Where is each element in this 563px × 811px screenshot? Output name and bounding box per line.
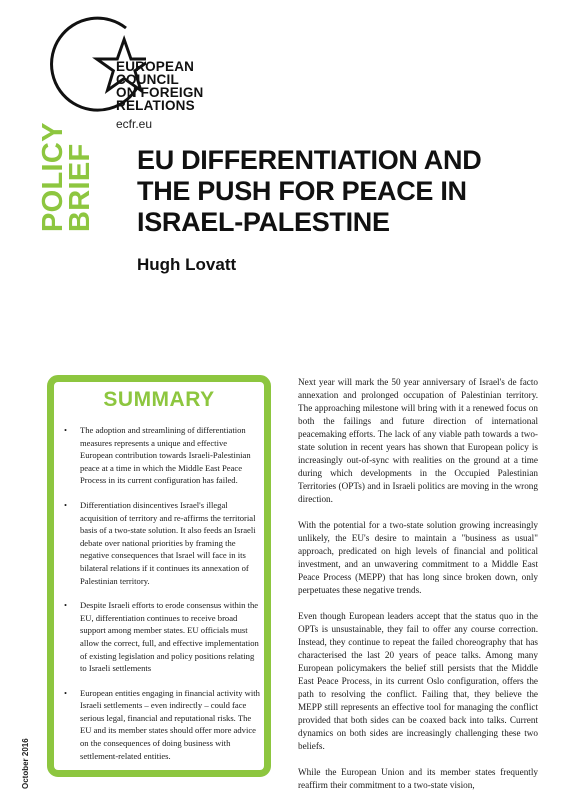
org-line: COUNCIL	[116, 72, 179, 87]
summary-list	[62, 424, 260, 774]
bullet-icon: •	[64, 687, 68, 698]
org-line: ON FOREIGN	[116, 85, 204, 100]
body-paragraph: With the potential for a two-state solution growing increasingly unlikely, the EU's desire to maintain a "business as usual" approach, predicated on high levels of financial and political investment, and an unwavering commitment to a Middle East Peace Process (MEPP) that has long since broken down, only perpetuates these negative trends.	[298, 520, 538, 595]
series-label-line: BRIEF	[64, 143, 96, 232]
org-line: RELATIONS	[116, 98, 195, 113]
summary-item	[62, 499, 260, 587]
bullet-icon: •	[64, 499, 68, 510]
bullet-icon: •	[64, 425, 68, 435]
author-name: Hugh Lovatt	[137, 255, 237, 274]
title-line: EU DIFFERENTIATION AND	[137, 145, 482, 175]
summary-item	[62, 424, 260, 487]
organization-name	[116, 60, 204, 112]
summary-item-text: The adoption and streamlining of differentiation measures represents a unique and effective European contribution towards Israeli-Palestinian peace at a time in which the Middle East Peace Process in its current configuration has failed.	[80, 425, 251, 486]
org-line: EUROPEAN	[116, 59, 195, 74]
title-line: THE PUSH FOR PEACE IN	[137, 176, 467, 206]
summary-item	[62, 687, 260, 763]
summary-box	[47, 375, 271, 777]
summary-item-text: Despite Israeli efforts to erode consensus within the EU, differentiation continues to receive broad support among member states. EU officials must allow the correct, full, and effective implementation of existing legislation and policy positions relating to Israeli settlements	[80, 600, 259, 674]
series-label	[37, 122, 96, 232]
body-column	[298, 376, 538, 805]
website-link[interactable]: ecfr.eu	[116, 117, 153, 131]
body-paragraph: Even though European leaders accept that the status quo in the OPTs is unsustainable, they fail to offer any course correction. Instead, they continue to repeat the failed choreography that has characterised the last 20 years of peace talks. Among many European policymakers the belief still persists that the Middle East Peace Process, in its current Oslo configuration, offers the path to resolving the conflict. Failing that, they believe the MEPP still represents an effective tool for managing the conflict provided that both sides can be coaxed back into talks. Current dynamics on both sides are increasingly challenging these two beliefs.	[298, 611, 538, 751]
body-paragraph: While the European Union and its member states frequently reaffirm their commitment to a two-state vision,	[298, 767, 538, 790]
body-paragraph: Next year will mark the 50 year anniversary of Israel's de facto annexation and prolonged occupation of Palestinian territory. The approaching milestone will bring with it a renewed focus on both the failings and future direction of international peacemaking efforts. The lack of any viable path towards a two-state solution in recent years has shown that European policy is increasingly out-of-sync with realities on the ground at a time during which developments in the Occupied Palestinian Territories (OPTs) and in Israeli politics are moving in the wrong direction.	[298, 377, 538, 504]
title-line: ISRAEL-PALESTINE	[137, 207, 390, 237]
summary-item	[62, 599, 260, 675]
summary-item-text: Differentiation disincentives Israel's illegal acquisition of territory and re-affirms the territorial basis of a two-state solution. It also feeds an Israeli debate over national priorities by framing the negative consequences that Israel will face in its bilateral relations if it continues its annexation of Palestinian territory.	[80, 499, 256, 586]
summary-heading: SUMMARY	[103, 388, 215, 411]
bullet-icon: •	[64, 600, 68, 611]
series-label-line: POLICY	[37, 122, 69, 232]
summary-item-text: European entities engaging in financial activity with Israeli settlements – even indirectly – could face serious legal, financial and reputational risks. The EU and its member states should offer more advice on the consequences of doing business with settlement-related entities.	[80, 687, 260, 761]
publication-date: October 2016	[21, 738, 30, 789]
document-title	[137, 145, 537, 238]
